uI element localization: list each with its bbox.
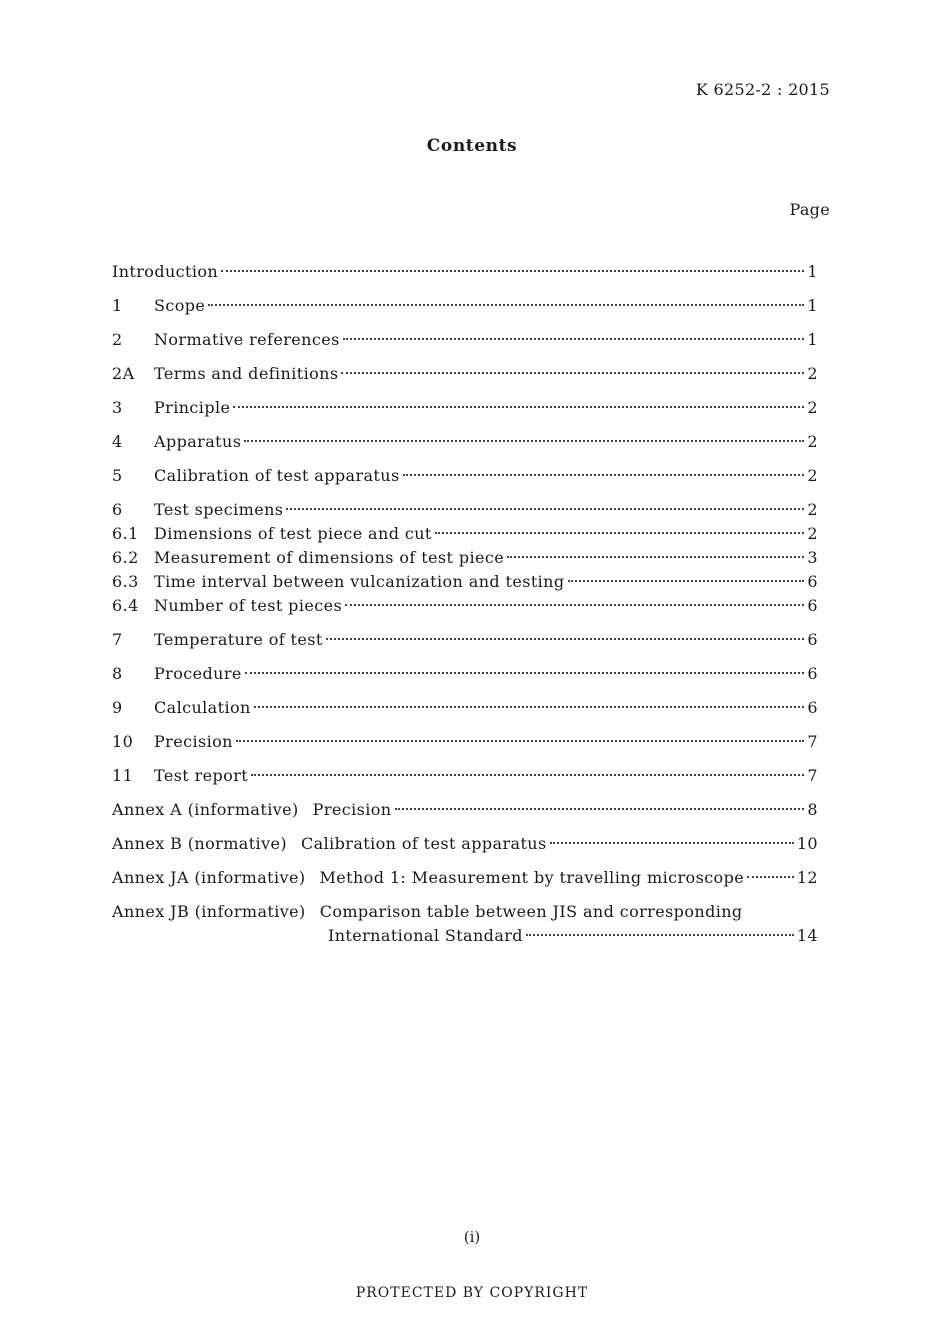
toc-entry-number: 9 [112, 698, 123, 717]
toc-entry-page: 2 [807, 398, 818, 417]
toc-entry[interactable] [112, 546, 818, 570]
toc-entry-label: Normative references [154, 330, 340, 349]
toc-annex-entry[interactable] [112, 832, 818, 856]
toc-entry-page: 8 [807, 800, 818, 819]
toc-entry-label: Dimensions of test piece and cut [154, 524, 432, 543]
toc-entry-number: 7 [112, 630, 123, 649]
toc-entry-label: Temperature of test [154, 630, 323, 649]
annex-prefix: Annex B (normative) [112, 834, 288, 853]
toc-entry-page: 6 [807, 664, 818, 683]
leader-dots [233, 406, 804, 408]
toc-entry-introduction[interactable] [112, 260, 818, 284]
leader-dots [345, 604, 804, 606]
leader-dots [221, 270, 804, 272]
toc-entry[interactable] [112, 662, 818, 686]
toc-annex-entry[interactable] [112, 798, 818, 822]
annex-label-line1: Comparison table between JIS and corresponding [319, 902, 743, 921]
toc-entry-label: Time interval between vulcanization and testing [154, 572, 565, 591]
toc-entry-page: 1 [807, 330, 818, 349]
leader-dots [326, 638, 805, 640]
leader-dots [341, 372, 804, 374]
page-title: Contents [426, 136, 518, 156]
toc-entry-label: Number of test pieces [154, 596, 343, 615]
annex-label: Method 1: Measurement by travelling microscope [319, 868, 745, 887]
leader-dots [244, 440, 804, 442]
toc-entry-page: 1 [807, 262, 818, 281]
page-column-label: Page [789, 200, 830, 219]
toc-entry-label: Introduction [112, 262, 219, 281]
toc-entry[interactable] [112, 430, 818, 454]
standard-number: K 6252-2 : 2015 [695, 80, 830, 99]
toc-entry[interactable] [112, 522, 818, 546]
leader-dots [526, 934, 794, 936]
toc-entry[interactable] [112, 628, 818, 652]
toc-entry-page: 1 [807, 296, 818, 315]
toc-entry-label: Calibration of test apparatus [154, 466, 400, 485]
leader-dots [343, 338, 805, 340]
leader-dots [245, 672, 805, 674]
leader-dots [251, 774, 804, 776]
toc-entry-number: 6 [112, 500, 123, 519]
toc-entry[interactable] [112, 498, 818, 522]
toc-entry[interactable] [112, 570, 818, 594]
toc-entry-page: 2 [807, 364, 818, 383]
leader-dots [568, 580, 805, 582]
toc-entry[interactable] [112, 328, 818, 352]
toc-entry[interactable] [112, 396, 818, 420]
leader-dots [507, 556, 804, 558]
toc-entry-page: 2 [807, 500, 818, 519]
toc-entry-label: Test report [154, 766, 249, 785]
toc-entry-page: 14 [796, 926, 818, 945]
toc-entry-page: 12 [796, 868, 818, 887]
leader-dots [747, 876, 794, 878]
leader-dots [395, 808, 805, 810]
toc-entry-label: Precision [154, 732, 233, 751]
toc-entry-number: 2 [112, 330, 123, 349]
toc-entry-label: Principle [154, 398, 231, 417]
leader-dots [208, 304, 804, 306]
leader-dots [550, 842, 794, 844]
toc-entry-page: 7 [807, 732, 818, 751]
toc-entry[interactable] [112, 764, 818, 788]
leader-dots [254, 706, 805, 708]
annex-prefix: Annex JB (informative) [112, 902, 306, 921]
toc-entry-number: 6.3 [112, 572, 139, 591]
annex-label: Precision [312, 800, 392, 819]
annex-label: Calibration of test apparatus [301, 834, 547, 853]
toc-entry-page: 6 [807, 596, 818, 615]
toc-entry-page: 2 [807, 432, 818, 451]
toc-entry-page: 6 [807, 698, 818, 717]
toc-entry[interactable] [112, 294, 818, 318]
toc-entry-number: 5 [112, 466, 123, 485]
toc-entry-page: 3 [807, 548, 818, 567]
toc-entry-page: 6 [807, 572, 818, 591]
leader-dots [286, 508, 804, 510]
toc-entry[interactable] [112, 362, 818, 386]
toc-annex-entry[interactable] [112, 900, 818, 924]
page-number: (i) [463, 1228, 481, 1246]
toc-entry-page: 2 [807, 524, 818, 543]
annex-prefix: Annex A (informative) [112, 800, 299, 819]
toc-entry-page: 6 [807, 630, 818, 649]
toc-entry[interactable] [112, 696, 818, 720]
toc-entry-number: 3 [112, 398, 123, 417]
toc-entry-label: Calculation [154, 698, 251, 717]
toc-entry-label: Measurement of dimensions of test piece [154, 548, 505, 567]
toc-entry-number: 2A [112, 364, 135, 383]
toc-entry-number: 11 [112, 766, 134, 785]
toc-annex-entry[interactable] [112, 866, 818, 890]
toc-entry[interactable] [112, 594, 818, 618]
leader-dots [236, 740, 805, 742]
toc-entry-page: 2 [807, 466, 818, 485]
leader-dots [435, 532, 805, 534]
toc-entry-label: Test specimens [154, 500, 284, 519]
toc-entry-number: 6.4 [112, 596, 139, 615]
toc-entry[interactable] [112, 464, 818, 488]
toc-entry-label: Scope [154, 296, 206, 315]
toc-entry-page: 10 [796, 834, 818, 853]
annex-label-line2: International Standard [328, 926, 523, 945]
toc-entry-number: 4 [112, 432, 123, 451]
copyright-notice: PROTECTED BY COPYRIGHT [355, 1285, 589, 1301]
leader-dots [403, 474, 805, 476]
toc-entry-number: 10 [112, 732, 134, 751]
toc-annex-entry-continued[interactable] [328, 924, 818, 948]
toc-entry-label: Procedure [154, 664, 242, 683]
toc-entry-label: Terms and definitions [154, 364, 339, 383]
toc-entry-number: 6.2 [112, 548, 139, 567]
toc-entry-number: 8 [112, 664, 123, 683]
toc-entry-number: 1 [112, 296, 123, 315]
toc-entry-number: 6.1 [112, 524, 139, 543]
toc-entry-label: Apparatus [154, 432, 242, 451]
toc-entry-page: 7 [807, 766, 818, 785]
annex-prefix: Annex JA (informative) [112, 868, 306, 887]
toc-entry[interactable] [112, 730, 818, 754]
